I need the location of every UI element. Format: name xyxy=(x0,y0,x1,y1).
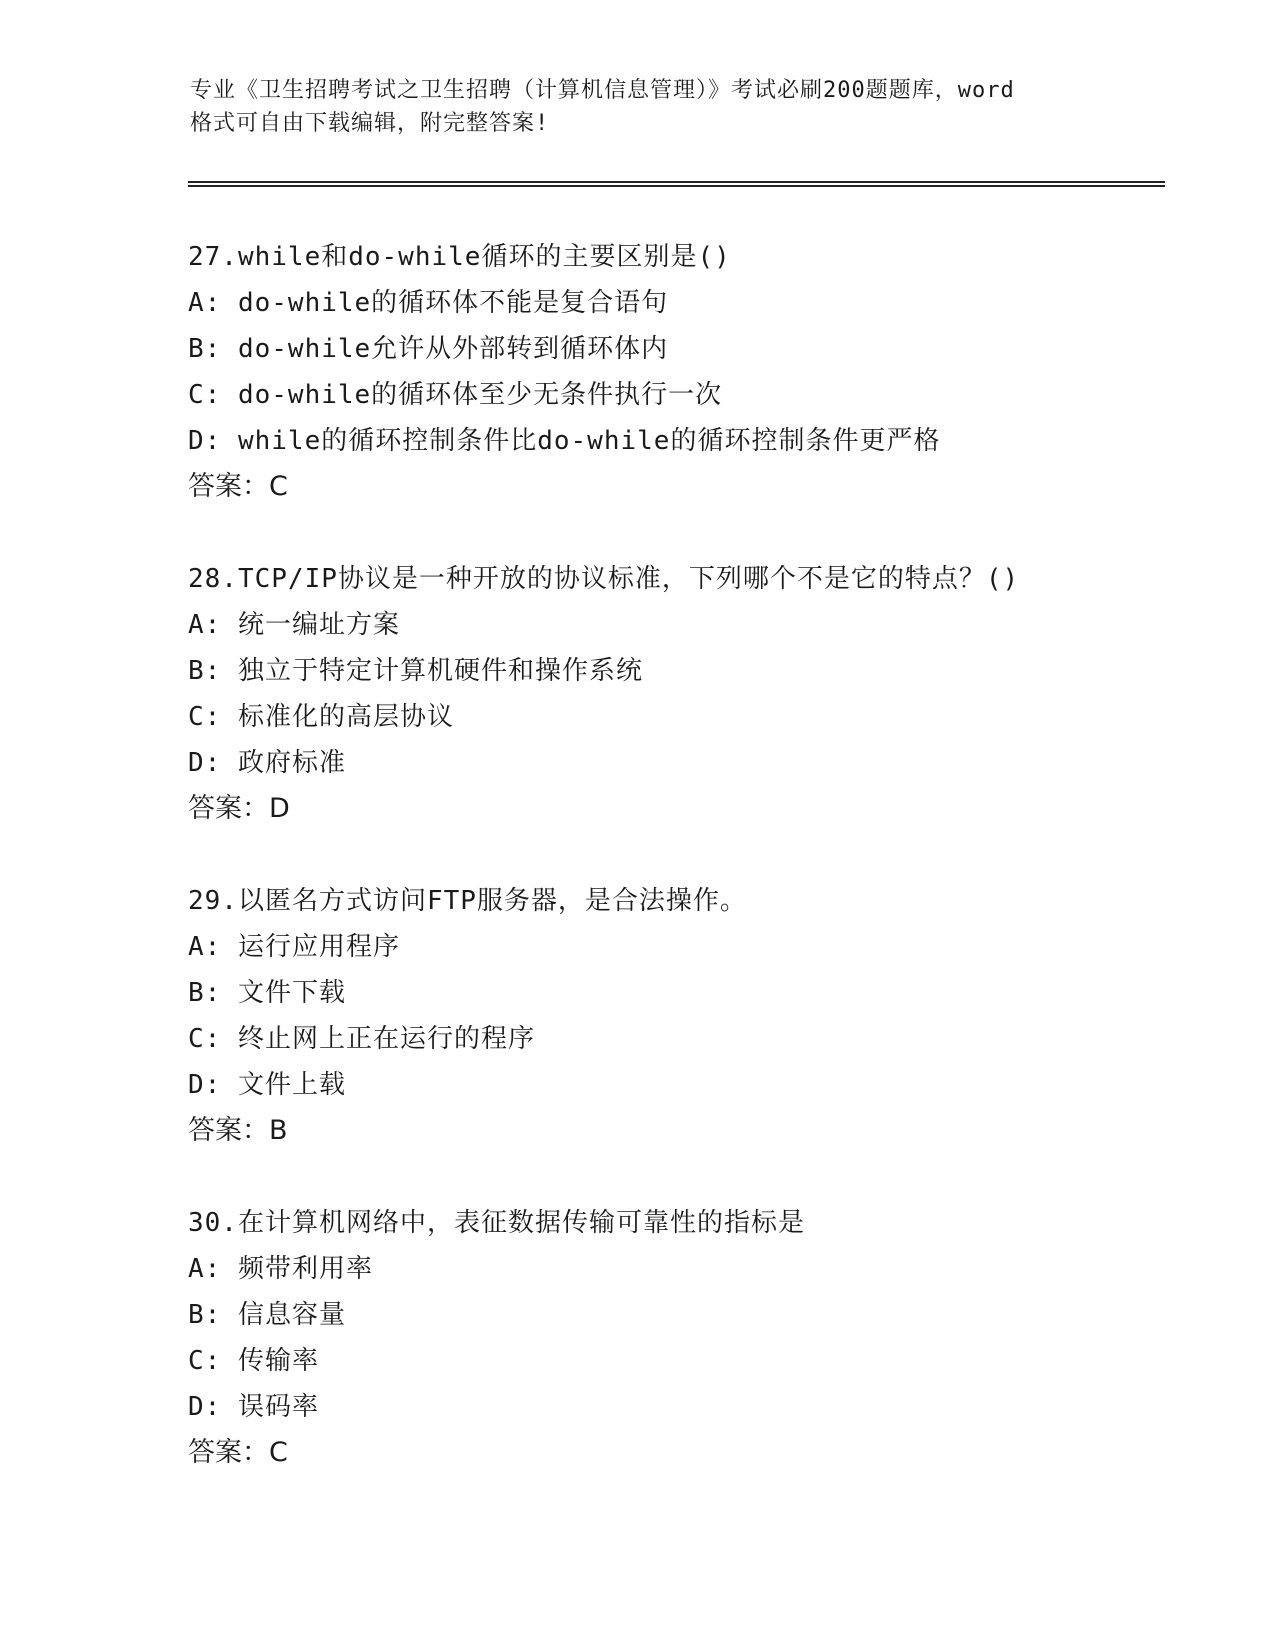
answer: 答案：C xyxy=(188,471,288,502)
header-line-2: 格式可自由下载编辑，附完整答案! xyxy=(190,111,550,136)
header-line-1: 专业《卫生招聘考试之卫生招聘（计算机信息管理）》考试必刷200题题库，word xyxy=(190,78,1015,103)
answer: 答案：B xyxy=(188,1115,288,1146)
option-c: C: 终止网上正在运行的程序 xyxy=(188,1024,535,1054)
question-28 xyxy=(188,556,1168,832)
option-a: A: 统一编址方案 xyxy=(188,610,400,640)
answer: 答案：D xyxy=(188,793,290,824)
document-header xyxy=(190,74,1090,140)
option-d: D: 误码率 xyxy=(188,1392,319,1422)
option-c: C: 标准化的高层协议 xyxy=(188,702,454,732)
option-b: B: 信息容量 xyxy=(188,1300,346,1330)
option-c: C: 传输率 xyxy=(188,1346,319,1376)
option-a: A: 运行应用程序 xyxy=(188,932,400,962)
option-d: D: 政府标准 xyxy=(188,748,346,778)
option-d: D: 文件上载 xyxy=(188,1070,346,1100)
header-divider xyxy=(188,181,1165,187)
answer: 答案：C xyxy=(188,1437,288,1468)
option-d: D: while的循环控制条件比do-while的循环控制条件更严格 xyxy=(188,426,941,456)
question-30 xyxy=(188,1200,1168,1476)
option-b: B: 独立于特定计算机硬件和操作系统 xyxy=(188,656,643,686)
option-a: A: do-while的循环体不能是复合语句 xyxy=(188,288,669,318)
question-27 xyxy=(188,234,1168,510)
option-c: C: do-while的循环体至少无条件执行一次 xyxy=(188,380,723,410)
question-stem: 27.while和do-while循环的主要区别是() xyxy=(188,242,731,272)
question-stem: 28.TCP/IP协议是一种开放的协议标准，下列哪个不是它的特点？() xyxy=(188,564,1020,594)
question-29 xyxy=(188,878,1168,1154)
option-b: B: 文件下载 xyxy=(188,978,346,1008)
option-a: A: 频带利用率 xyxy=(188,1254,373,1284)
question-stem: 30.在计算机网络中，表征数据传输可靠性的指标是 xyxy=(188,1208,805,1238)
question-stem: 29.以匿名方式访问FTP服务器，是合法操作。 xyxy=(188,886,747,916)
option-b: B: do-while允许从外部转到循环体内 xyxy=(188,334,669,364)
